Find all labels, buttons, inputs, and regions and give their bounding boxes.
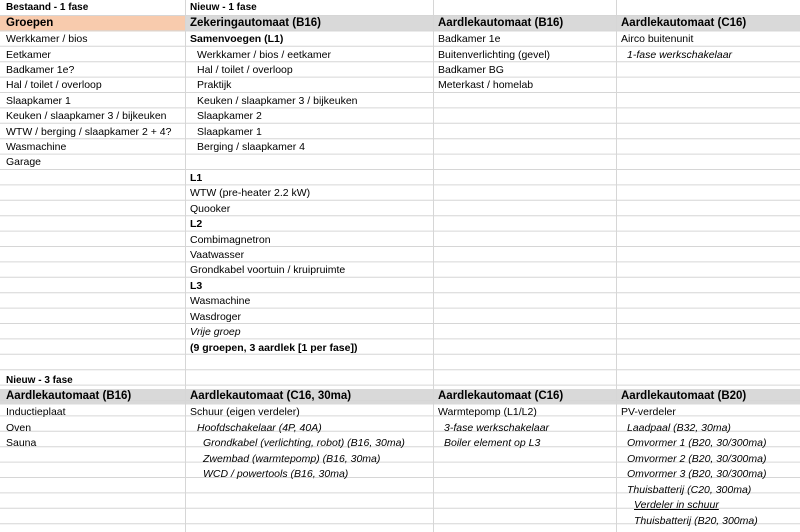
- phase-l1-item: WTW (pre-heater 2.2 kW): [190, 187, 311, 199]
- existing-item: WTW / berging / slaapkamer 2 + 4?: [6, 126, 172, 138]
- merge-item: Werkkamer / bios / eetkamer: [197, 49, 332, 61]
- header-zekeringautomaat: Zekeringautomaat (B16): [190, 17, 322, 29]
- rcbo-b16-item: Badkamer BG: [438, 64, 504, 76]
- phase-l1-title: L1: [190, 172, 203, 184]
- existing-item: Hal / toilet / overloop: [6, 79, 102, 91]
- pv-sub: Thuisbatterij (B20, 300ma): [634, 515, 758, 527]
- merge-title: Samenvoegen (L1): [190, 33, 284, 45]
- heatpump-sub: Boiler element op L3: [444, 437, 541, 449]
- rcbo-b16-item: Buitenverlichting (gevel): [438, 49, 551, 61]
- shed-circuit: WCD / powertools (B16, 30ma): [203, 468, 349, 480]
- existing-item: Eetkamer: [6, 49, 51, 61]
- free-group: Vrije groep: [190, 326, 241, 338]
- phase-l3-item: Wasdroger: [190, 311, 241, 323]
- pv-item: PV-verdeler: [621, 406, 676, 418]
- rcbo-c16-sub: 1-fase werkschakelaar: [627, 49, 733, 61]
- pv-sub: Omvormer 1 (B20, 30/300ma): [627, 437, 767, 449]
- header-3p-aardlek-b20: Aardlekautomaat (B20): [621, 390, 747, 402]
- header-3p-aardlek-c16-30ma: Aardlekautomaat (C16, 30ma): [190, 390, 352, 402]
- merge-item: Slaapkamer 2: [197, 110, 262, 122]
- existing-item: Garage: [6, 156, 42, 168]
- phase-l2-title: L2: [190, 218, 203, 230]
- groups-summary: (9 groepen, 3 aardlek [1 per fase]): [190, 342, 358, 354]
- three-phase-item: Sauna: [6, 437, 37, 449]
- merge-item: Praktijk: [197, 79, 232, 91]
- shed-circuit: Grondkabel (verlichting, robot) (B16, 30ma): [203, 437, 405, 449]
- shed-circuit: Zwembad (warmtepomp) (B16, 30ma): [203, 453, 381, 465]
- existing-item: Wasmachine: [6, 141, 67, 153]
- phase-l3-title: L3: [190, 280, 203, 292]
- header-aardlek-b16: Aardlekautomaat (B16): [438, 17, 564, 29]
- pv-sub: Laadpaal (B32, 30ma): [627, 422, 731, 434]
- three-phase-item: Oven: [6, 422, 32, 434]
- existing-item: Badkamer 1e?: [6, 64, 75, 76]
- phase-l2-item: Vaatwasser: [190, 249, 245, 261]
- phase-l1-item: Quooker: [190, 203, 231, 215]
- rcbo-b16-item: Badkamer 1e: [438, 33, 501, 45]
- shed-distributor-link[interactable]: Verdeler in schuur: [634, 499, 719, 511]
- header-groepen: Groepen: [6, 17, 54, 29]
- heatpump-item: Warmtepomp (L1/L2): [438, 406, 537, 418]
- rcbo-c16-item: Airco buitenunit: [621, 33, 694, 45]
- phase-l3-item: Wasmachine: [190, 295, 251, 307]
- header-aardlek-c16: Aardlekautomaat (C16): [621, 17, 747, 29]
- existing-item: Werkkamer / bios: [6, 33, 88, 45]
- merge-item: Berging / slaapkamer 4: [197, 141, 305, 153]
- shed-item: Schuur (eigen verdeler): [190, 406, 300, 418]
- merge-item: Keuken / slaapkamer 3 / bijkeuken: [197, 95, 358, 107]
- section-title-new-single-phase: Nieuw - 1 fase: [190, 2, 257, 13]
- section-title-new-three-phase: Nieuw - 3 fase: [6, 375, 73, 386]
- header-3p-aardlek-b16: Aardlekautomaat (B16): [6, 390, 132, 402]
- rcbo-b16-item: Meterkast / homelab: [438, 79, 534, 91]
- section-title-existing: Bestaand - 1 fase: [6, 2, 89, 13]
- three-phase-item: Inductieplaat: [6, 406, 66, 418]
- pv-sub: Omvormer 2 (B20, 30/300ma): [627, 453, 767, 465]
- shed-main-switch: Hoofdschakelaar (4P, 40A): [197, 422, 322, 434]
- merge-item: Slaapkamer 1: [197, 126, 262, 138]
- pv-sub: Omvormer 3 (B20, 30/300ma): [627, 468, 767, 480]
- phase-l2-item: Combimagnetron: [190, 234, 271, 246]
- header-3p-aardlek-c16: Aardlekautomaat (C16): [438, 390, 564, 402]
- merge-item: Hal / toilet / overloop: [197, 64, 293, 76]
- pv-sub: Thuisbatterij (C20, 300ma): [627, 484, 752, 496]
- existing-item: Keuken / slaapkamer 3 / bijkeuken: [6, 110, 167, 122]
- phase-l2-item: Grondkabel voortuin / kruipruimte: [190, 264, 346, 276]
- existing-item: Slaapkamer 1: [6, 95, 71, 107]
- heatpump-sub: 3-fase werkschakelaar: [444, 422, 550, 434]
